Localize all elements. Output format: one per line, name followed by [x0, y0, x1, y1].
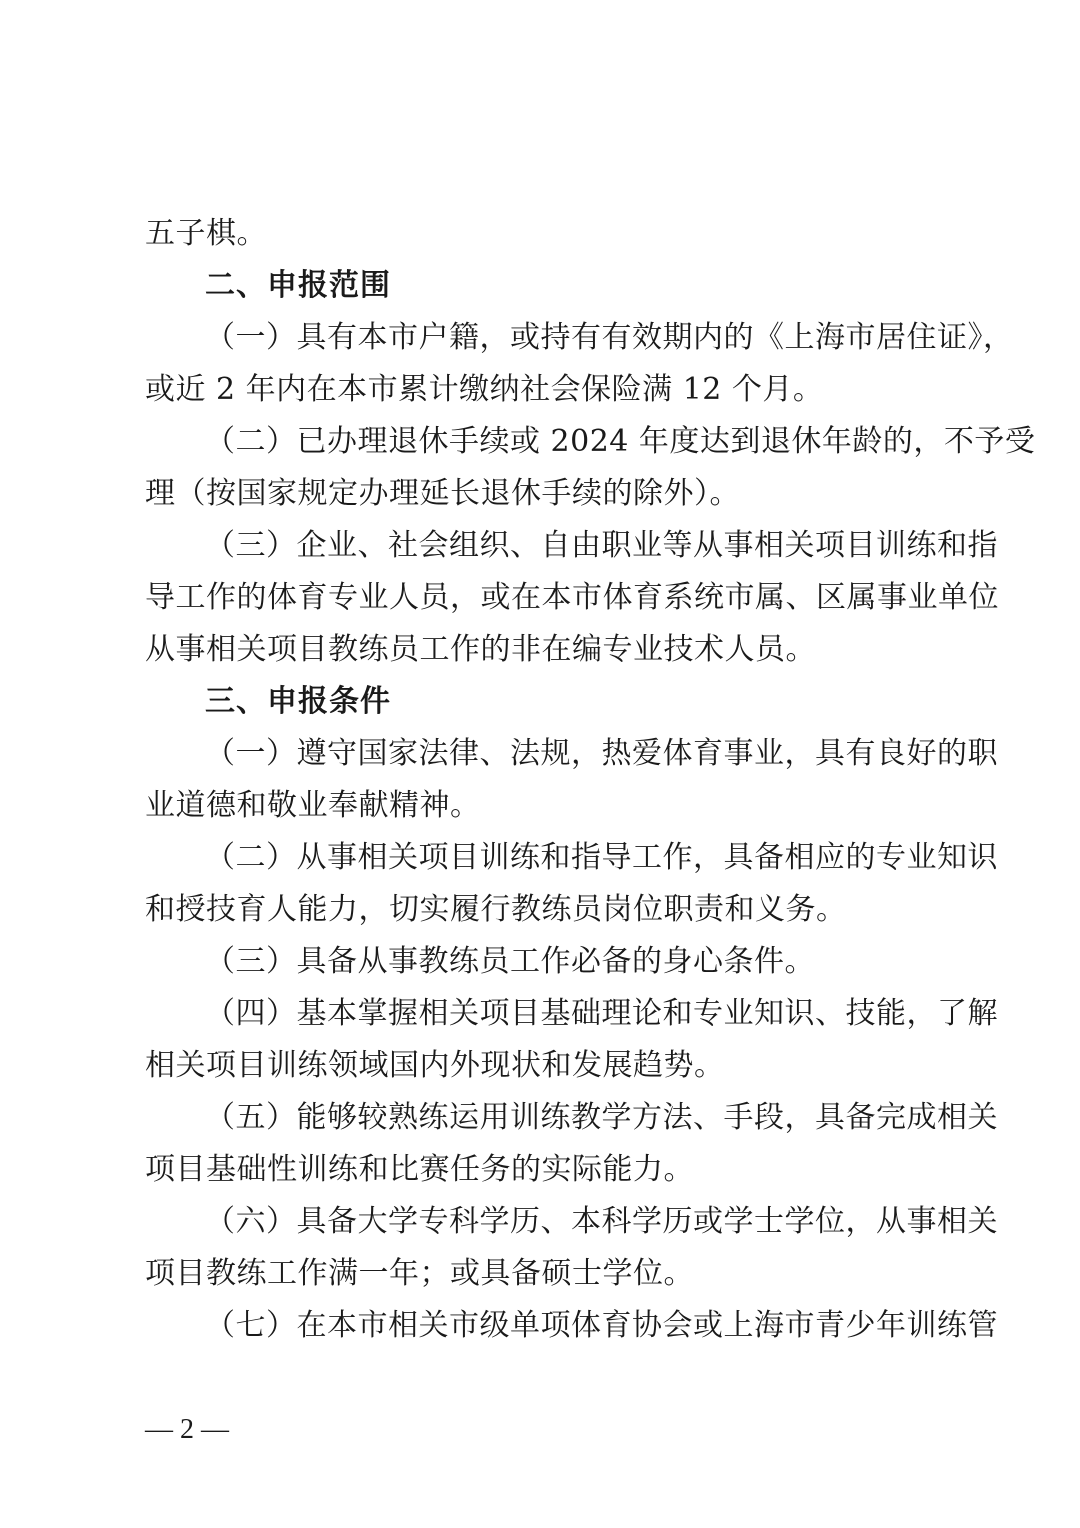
condition-item-6-line-1: （六）具备大学专科学历、本科学历或学士学位，从事相关	[205, 1204, 998, 1239]
condition-item-4-line-2: 相关项目训练领域国内外现状和发展趋势。	[145, 1048, 725, 1083]
condition-item-7-line-1: （七）在本市相关市级单项体育协会或上海市青少年训练管	[205, 1308, 998, 1343]
scope-item-1-line-1: （一）具有本市户籍，或持有有效期内的《上海市居住证》，	[205, 320, 1014, 355]
section-heading-conditions: 三、申报条件	[205, 684, 391, 719]
condition-item-2-line-2: 和授技育人能力，切实履行教练员岗位职责和义务。	[145, 892, 847, 927]
condition-item-5-line-2: 项目基础性训练和比赛任务的实际能力。	[145, 1152, 694, 1187]
scope-item-3-line-1: （三）企业、社会组织、自由职业等从事相关项目训练和指	[205, 528, 998, 563]
condition-item-2-line-1: （二）从事相关项目训练和指导工作，具备相应的专业知识	[205, 840, 998, 875]
condition-item-1-line-2: 业道德和敬业奉献精神。	[145, 788, 481, 823]
condition-item-6-line-2: 项目教练工作满一年；或具备硕士学位。	[145, 1256, 694, 1291]
scope-item-3-line-3: 从事相关项目教练员工作的非在编专业技术人员。	[145, 632, 816, 667]
page-number: — 2 —	[145, 1414, 229, 1445]
section-heading-scope: 二、申报范围	[205, 268, 391, 303]
condition-item-3: （三）具备从事教练员工作必备的身心条件。	[205, 944, 815, 979]
scope-item-1-line-2: 或近 2 年内在本市累计缴纳社会保险满 12 个月。	[145, 372, 824, 407]
condition-item-4-line-1: （四）基本掌握相关项目基础理论和专业知识、技能，了解	[205, 996, 998, 1031]
scope-item-2-line-1: （二）已办理退休手续或 2024 年度达到退休年龄的，不予受	[205, 424, 1036, 459]
scope-item-3-line-2: 导工作的体育专业人员，或在本市体育系统市属、区属事业单位	[145, 580, 999, 615]
scope-item-2-line-2: 理（按国家规定办理延长退休手续的除外）。	[145, 476, 740, 511]
condition-item-5-line-1: （五）能够较熟练运用训练教学方法、手段，具备完成相关	[205, 1100, 998, 1135]
condition-item-1-line-1: （一）遵守国家法律、法规，热爱体育事业，具有良好的职	[205, 736, 998, 771]
text-line-continuation: 五子棋。	[145, 216, 267, 251]
